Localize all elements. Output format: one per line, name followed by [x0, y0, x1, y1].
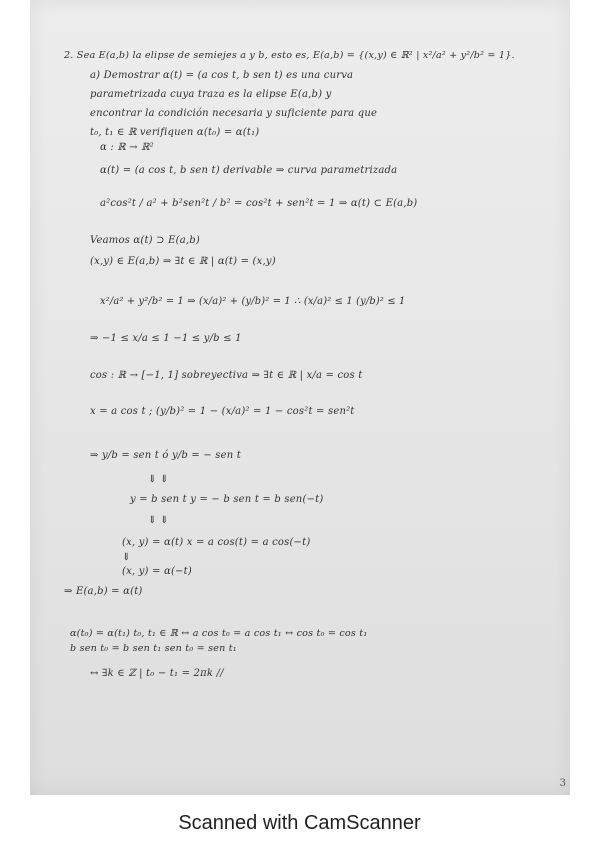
problem-statement-line-5: t₀, t₁ ∈ ℝ verifiquen α(t₀) = α(t₁) [90, 127, 260, 138]
solution-line-10: ⇒ y/b = sen t ó y/b = − sen t [90, 450, 241, 461]
solution-line-3: a²cos²t / a² + b²sen²t / b² = cos²t + sen²t = 1 ⇒ α(t) ⊂ E(a,b) [100, 198, 418, 209]
solution-line-12: y = b sen t y = − b sen t = b sen(−t) [130, 494, 324, 505]
solution-line-8: cos : ℝ → [−1, 1] sobreyectiva ⇒ ∃t ∈ ℝ | x/a = cos t [90, 370, 363, 381]
solution-line-14: (x, y) = α(t) x = a cos(t) = a cos(−t) [122, 537, 311, 548]
solution-line-1: α : ℝ → ℝ² [100, 142, 154, 153]
scanner-watermark: Scanned with CamScanner [178, 812, 421, 834]
solution-line-4: Veamos α(t) ⊃ E(a,b) [90, 235, 200, 246]
problem-statement-line-2: a) Demostrar α(t) = (a cos t, b sen t) es una curva [90, 70, 354, 81]
solution-line-15: ⇓ [122, 552, 131, 563]
solution-line-7: ⇒ −1 ≤ x/a ≤ 1 −1 ≤ y/b ≤ 1 [90, 333, 242, 344]
solution-line-9: x = a cos t ; (y/b)² = 1 − (x/a)² = 1 − cos²t = sen²t [90, 406, 355, 417]
scanned-page [30, 0, 570, 795]
solution-line-11: ⇓ ⇓ [148, 474, 169, 485]
page-number: 3 [559, 778, 566, 789]
solution-line-18: α(t₀) = α(t₁) t₀, t₁ ∈ ℝ ↔ a cos t₀ = a cos t₁ ↔ cos t₀ = cos t₁ [70, 628, 368, 639]
problem-statement-line-3: parametrizada cuya traza es la elipse E(a,b) y [90, 89, 332, 100]
problem-statement-line-4: encontrar la condición necesaria y suficiente para que [90, 108, 378, 119]
solution-line-13: ⇓ ⇓ [148, 515, 169, 526]
problem-statement-line-1: 2. Sea E(a,b) la elipse de semiejes a y b, esto es, E(a,b) = {(x,y) ∈ ℝ² | x²/a² + y²/b² = 1}. [64, 50, 515, 61]
solution-line-6: x²/a² + y²/b² = 1 ⇒ (x/a)² + (y/b)² = 1 ∴ (x/a)² ≤ 1 (y/b)² ≤ 1 [100, 296, 406, 307]
solution-line-20: ↔ ∃k ∈ ℤ | t₀ − t₁ = 2πk // [90, 668, 224, 679]
solution-line-19: b sen t₀ = b sen t₁ sen t₀ = sen t₁ [70, 643, 237, 654]
solution-line-2: α(t) = (a cos t, b sen t) derivable ⇒ curva parametrizada [100, 165, 398, 176]
solution-line-16: (x, y) = α(−t) [122, 566, 192, 577]
solution-line-5: (x,y) ∈ E(a,b) ⇒ ∃t ∈ ℝ | α(t) = (x,y) [90, 256, 276, 267]
solution-line-17: ⇒ E(a,b) = α(t) [64, 586, 143, 597]
